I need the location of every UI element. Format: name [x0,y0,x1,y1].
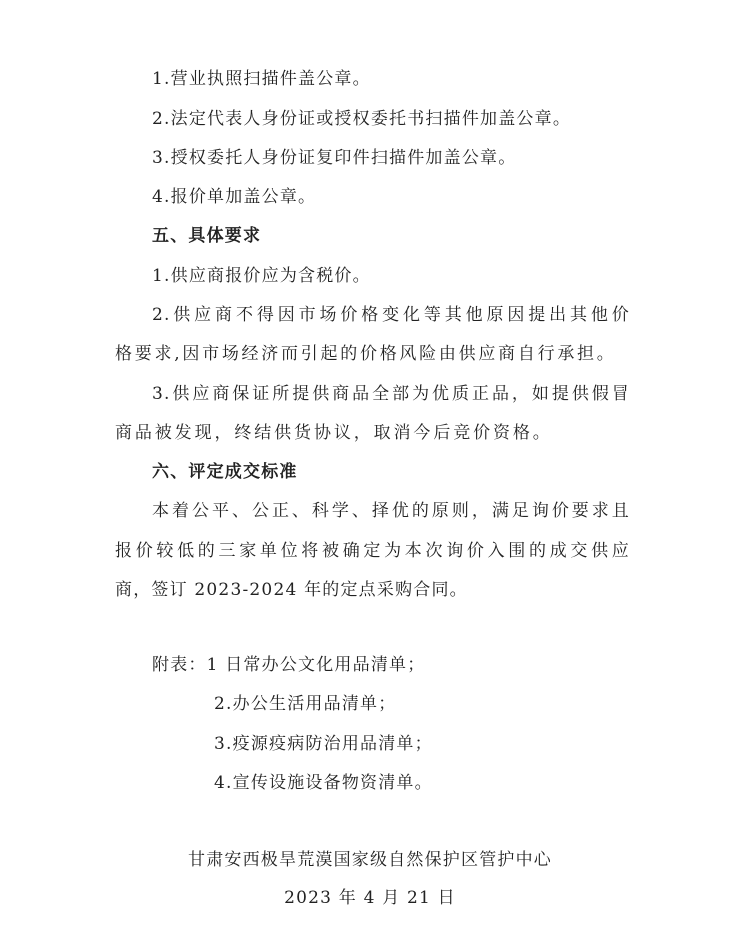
attachment-item-4: 4.宣传设施设备物资清单。 [214,773,433,793]
criteria-paragraph-line-2: 报价较低的三家单位将被确定为本次询价入围的成交供应 [115,541,630,561]
required-document-item-3: 3.授权委托人身份证复印件扫描件加盖公章。 [152,148,517,168]
required-document-item-4: 4.报价单加盖公章。 [152,187,317,207]
criteria-paragraph-line-1: 本着公平、公正、科学、择优的原则，满足询价要求且 [152,501,630,521]
issue-date: 2023 年 4 月 21 日 [284,888,456,908]
required-document-item-2: 2.法定代表人身份证或授权委托书扫描件加盖公章。 [152,109,572,129]
requirement-item-1: 1.供应商报价应为含税价。 [152,266,371,286]
attachment-item-3: 3.疫源疫病防治用品清单； [214,734,433,754]
attachment-item-2: 2.办公生活用品清单； [214,694,397,714]
requirement-item-3-line-1: 3.供应商保证所提供商品全部为优质正品，如提供假冒 [152,384,630,404]
required-document-item-1: 1.营业执照扫描件盖公章。 [152,69,371,89]
section-5-heading: 五、具体要求 [152,226,262,246]
section-6-heading: 六、评定成交标准 [152,462,298,482]
requirement-item-2-line-1: 2.供应商不得因市场价格变化等其他原因提出其他价 [152,305,630,325]
attachment-item-1: 附表：1 日常办公文化用品清单； [152,655,426,675]
requirement-item-3-line-2: 商品被发现，终结供货协议，取消今后竞价资格。 [115,423,551,443]
requirement-item-2-line-2: 格要求,因市场经济而引起的价格风险由供应商自行承担。 [115,344,615,364]
criteria-paragraph-line-3: 商，签订 2023-2024 年的定点采购合同。 [115,580,468,600]
issuing-organization: 甘肃安西极旱荒漠国家级自然保护区管护中心 [188,850,552,870]
